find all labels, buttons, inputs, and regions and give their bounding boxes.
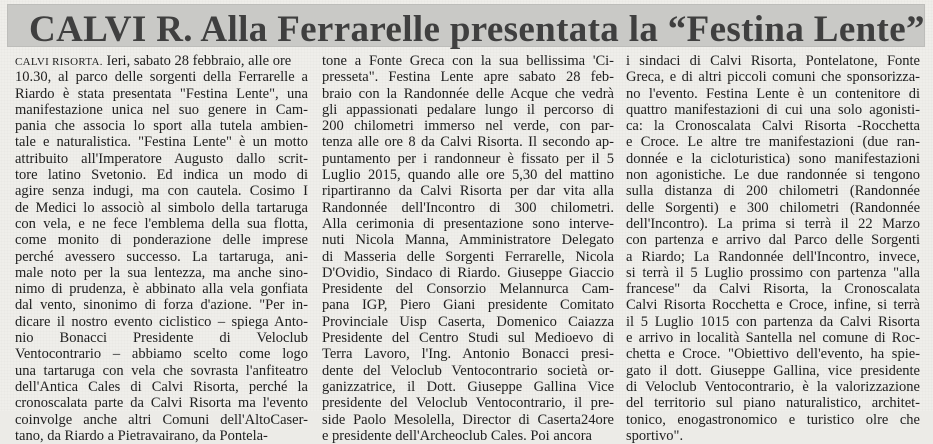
text-line: quattro manifestazioni di cui una solo agonisti- [626,101,920,118]
text-line: Terra Lavoro, l'Ing. Antonio Bonacci presi- [322,346,614,363]
text-line: tone a Fonte Greca con la sua bellissima 'Ci- [322,53,614,69]
text-line: tenza alle ore 8 da Calvi Risorta. Il secondo ap- [322,134,614,151]
text-line: dente del Veloclub Ventocontrario società or- [322,362,614,379]
text-line: del territorio sul piano naturalistico, architet- [626,395,920,412]
text-line: de Medici lo associò al simbolo della tartaruga [15,199,308,216]
text-line: delle Sorgenti) e 300 chilometri (Randonnée [626,199,920,216]
text-line: no l'evento. Festina Lente è un contenitore di [626,85,920,102]
text-line: Alla cerimonia di presentazione sono interve- [322,215,614,232]
text-line: e presidente dell'Archeoclub Cales. Poi ancora [322,427,592,444]
text-line: e Croce. Le altre tre manifestazioni (due ran- [626,134,920,151]
text-line: male noto per la sua lentezza, ma anche sino- [15,264,308,281]
text-line: francese" da Calvi Risorta, la Cronoscalata [626,281,920,298]
text-line: 200 chilometri immerso nel verde, con par- [322,118,614,135]
article-column-1 [15,53,308,444]
text-line: gli appassionati pedalare lungo il percorso di [322,101,614,118]
text-line: di Masseria delle Sorgenti Ferrarelle, Nicola [322,248,614,265]
text-line: Presidente del Centro Studi sul Medioevo di [322,330,614,347]
text-line: 10.30, al parco delle sorgenti della Ferrarelle a [15,69,308,86]
text-line: agire senza indugi, ma con cautela. Cosimo I [15,183,308,200]
article-column-2 [322,53,614,444]
text-line: i sindaci di Calvi Risorta, Pontelatone, Fonte [626,53,920,69]
text-line: coinvolge anche altri Comuni dell'AltoCaser- [15,411,308,428]
text-line: di Veloclub Ventocontrario, è la valorizzazione [626,378,920,395]
text-line: presseta". Festina Lente apre sabato 28 feb- [322,69,614,86]
text-line: con vela, e ne fece l'emblema della sua flotta, [15,215,308,232]
text-line: tore latino Svetonio. Ed indica un modo di [15,167,308,184]
text-line: pana IGP, Piero Giani presidente Comitato [322,297,614,314]
text-line: sulla distanza di 200 chilometri (Randonnée [626,183,920,200]
text-line: tano, da Riardo a Pietravairano, da Pontela- [15,427,268,444]
text-line: a Riardo; La Randonnée dell'Incontro, invece, [626,248,920,265]
text-line: cronoscalata parte da Calvi Risorta ma l'evento [15,395,308,412]
text-line: come monito di ponderazione delle imprese [15,232,308,249]
text-line: tale e naturalistica. "Festina Lente" è un motto [15,134,308,151]
text-line: e arrivo in località Santella nel comune di Roc- [626,330,920,347]
text-line: dal vento, sinonimo di forza d'azione. "Per in- [15,297,308,314]
text-line: braio con la Randonnée delle Acque che vedrà [322,85,614,102]
text-line: ripartiranno da Calvi Risorta per dar vita alla [322,183,614,200]
text-line: Riardo è stata presentata "Festina Lente", una [15,85,308,102]
text-line: nimo di prudenza, è abbinato alla vela gonfiata [15,281,308,298]
text-line: D'Ovidio, Sindaco di Riardo. Giuseppe Giaccio [322,264,614,281]
text-line: si terrà il 5 Luglio prossimo con partenza "alla [626,264,920,281]
text-line: perché avessero successo. La tartaruga, ani- [15,248,308,265]
text-line: pania che associa lo sport alla tutela ambien- [15,118,308,135]
text-line: nio Bonacci Presidente di Veloclub [15,330,308,347]
text-line [15,53,308,69]
headline-bar [7,4,925,50]
text-line: nuti Nicola Manna, Amministratore Delegato [322,232,614,249]
text-line: sportivo". [626,427,684,444]
text-line: non agonistiche. Le due randonnée si tengono [626,167,920,184]
text-line: gato il dott. Giuseppe Gallina, vice presidente [626,362,920,379]
text-line: Randonnée dell'Incontro di 300 chilometri. [322,199,614,216]
text-line: donnée e la cicloturistica) sono manifestazioni [626,150,920,167]
text-line: una tartaruga con vela che sovrasta l'anfiteatro [15,362,308,379]
text-line: tonico, enogastronomico e turistico olre che [626,411,920,428]
text-line: il 5 Luglio 1015 con partenza da Calvi Risorta [626,313,920,330]
text-line: dell'Antica Cales di Calvi Risorta, perché la [15,378,308,395]
dateline: CALVI RISORTA. [15,56,103,68]
text-line: manifestazione unica nel suo genere in Cam- [15,101,308,118]
text-line: Presidente del Consorzio Melannurca Cam- [322,281,614,298]
text-line: Greca, e di altri piccoli comuni che sponsorizza- [626,69,920,86]
text-line: ca: la Cronoscalata Calvi Risorta -Rocchetta [626,118,920,135]
text-fragment: Ieri, sabato 28 febbraio, alle ore [102,53,292,69]
text-line: Provinciale Uisp Caserta, Domenico Caiazza [322,313,614,330]
article-column-3 [626,53,920,444]
text-line: puntamento per i randonneur è fissato per il 5 [322,150,614,167]
text-line: Luglio 2015, quando alle ore 5,30 del mattino [322,167,614,184]
text-line: dell'Incontro). La prima si terrà il 22 Marzo [626,215,920,232]
text-line: Ventocontrario – abbiamo scelto come logo [15,346,308,363]
text-line: presidente del Veloclub Ventocontrario, il pre- [322,395,614,412]
text-line: con partenza e arrivo dal Parco delle Sorgenti [626,232,920,249]
text-line: chetta e Croce. "Obiettivo dell'evento, ha spie- [626,346,920,363]
text-line: side Paolo Mesolella, Director di Caserta24ore [322,411,614,428]
text-line: dicare il nostro evento ciclistico – spiega Anto- [15,313,308,330]
text-line: Calvi Risorta Rocchetta e Croce, infine, si terrà [626,297,920,314]
headline: CALVI R. Alla Ferrarelle presentata la “Festina Lente” [29,9,925,50]
text-line: attribuito all'Imperatore Augusto dallo scrit- [15,150,308,167]
text-line: ganizzatrice, il Dott. Giuseppe Gallina Vice [322,378,614,395]
